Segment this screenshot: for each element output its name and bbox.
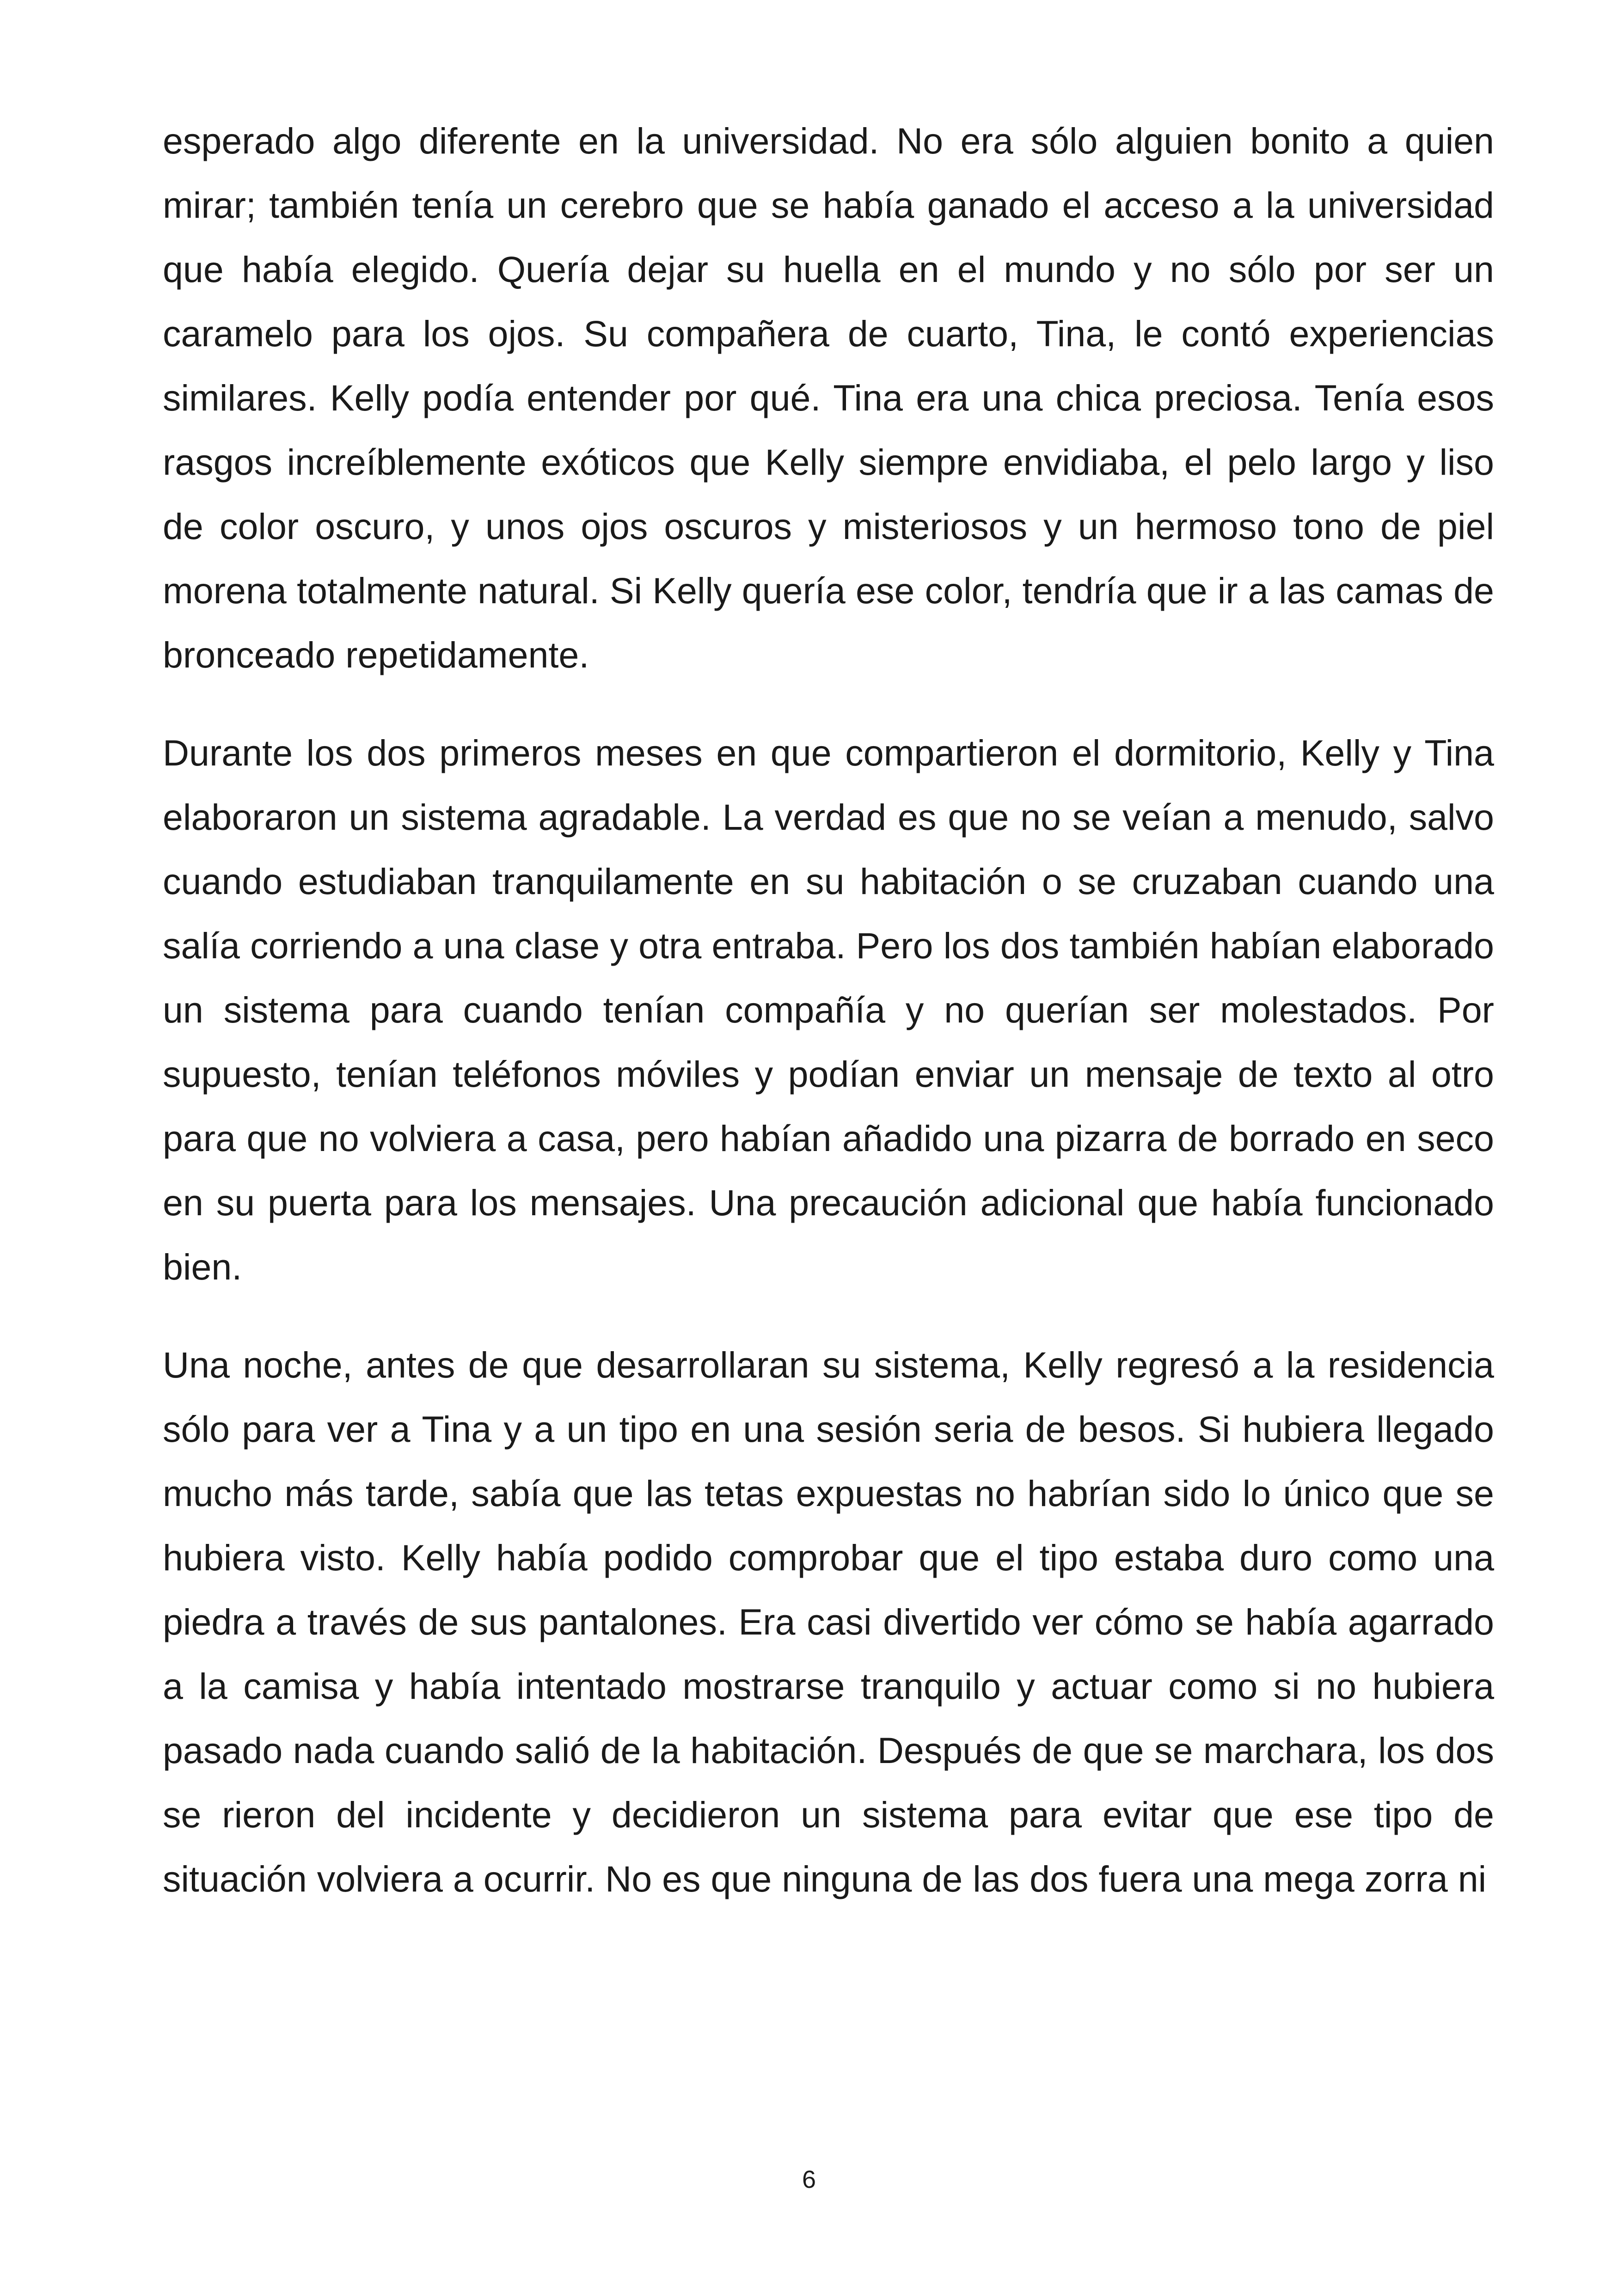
paragraph-1: esperado algo diferente en la universidad. No era sólo alguien bonito a quien mirar; también tenía un cerebro que se había ganado el acceso a la universidad que había elegido. Quería dejar su huella en el mundo y no sólo por ser un caramelo para los ojos. Su compañera de cuarto, Tina, le contó experiencias similares. Kelly podía entender por qué. Tina era una chica preciosa. Tenía esos rasgos increíblemente exóticos que Kelly siempre envidiaba, el pelo largo y liso de color oscuro, y unos ojos oscuros y misteriosos y un hermoso tono de piel morena totalmente natural. Si Kelly quería ese color, tendría que ir a las camas de bronceado repetidamente. xyxy=(163,120,1494,675)
page-number: 6 xyxy=(802,2166,816,2193)
paragraph-2: Durante los dos primeros meses en que compartieron el dormitorio, Kelly y Tina elaboraron un sistema agradable. La verdad es que no se veían a menudo, salvo cuando estudiaban tranquilamente en su habitación o se cruzaban cuando una salía corriendo a una clase y otra entraba. Pero los dos también habían elaborado un sistema para cuando tenían compañía y no querían ser molestados. Por supuesto, tenían teléfonos móviles y podían enviar un mensaje de texto al otro para que no volviera a casa, pero habían añadido una pizarra de borrado en seco en su puerta para los mensajes. Una precaución adicional que había funcionado bien. xyxy=(163,732,1494,1287)
paragraph-3: Una noche, antes de que desarrollaran su sistema, Kelly regresó a la residencia sólo para ver a Tina y a un tipo en una sesión seria de besos. Si hubiera llegado mucho más tarde, sabía que las tetas expuestas no habrían sido lo único que se hubiera visto. Kelly había podido comprobar que el tipo estaba duro como una piedra a través de sus pantalones. Era casi divertido ver cómo se había agarrado a la camisa y había intentado mostrarse tranquilo y actuar como si no hubiera pasado nada cuando salió de la habitación. Después de que se marchara, los dos se rieron del incidente y decidieron un sistema para evitar que ese tipo de situación volviera a ocurrir. No es que ninguna de las dos fuera una mega zorra ni xyxy=(163,1344,1494,1899)
body-text xyxy=(163,109,1494,1945)
